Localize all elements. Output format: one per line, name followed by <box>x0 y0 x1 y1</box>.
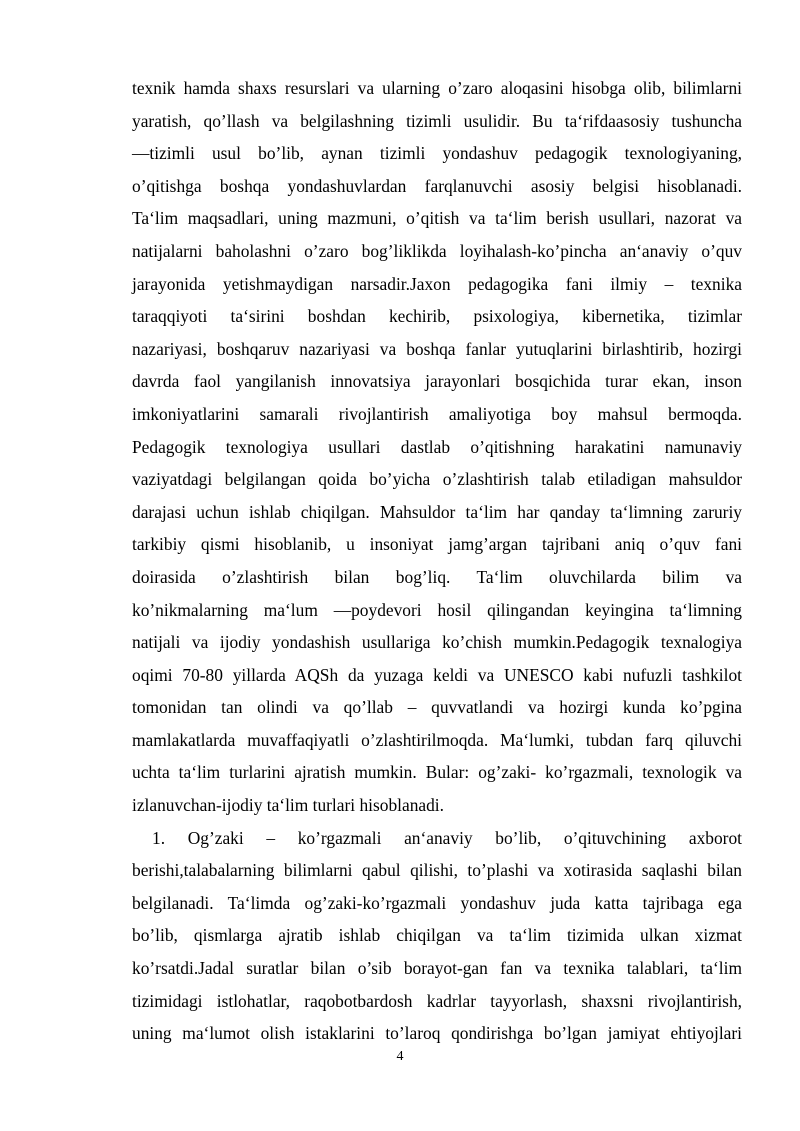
paragraph-end-line: izlanuvchan-ijodiy ta‘lim turlari hisoblanadi. <box>132 795 444 816</box>
page-number: 4 <box>396 1049 404 1064</box>
text-line: darajasi uchun ishlab chiqilgan. Mahsuldor ta‘lim har qanday ta‘limning zaruriy <box>132 501 742 522</box>
text-line: ko’nikmalarning ma‘lum —poydevori hosil qilingandan keyingina ta‘limning <box>132 599 742 620</box>
text-line: tizimidagi istlohatlar, raqobotbardosh kadrlar tayyorlash, shaxsni rivojlantirish, <box>132 990 742 1011</box>
text-line: Pedagogik texnologiya usullari dastlab o’qitishning harakatini namunaviy <box>132 436 742 457</box>
text-line: taraqqiyoti ta‘sirini boshdan kechirib, psixologiya, kibernetika, tizimlar <box>132 306 742 327</box>
text-line: —tizimli usul bo’lib, aynan tizimli yondashuv pedagogik texnologiyaning, <box>132 143 742 164</box>
text-line: mamlakatlarda muvaffaqiyatli o’zlashtirilmoqda. Ma‘lumki, tubdan farq qiluvchi <box>132 729 742 750</box>
text-line: jarayonida yetishmaydigan narsadir.Jaxon pedagogika fani ilmiy – texnika <box>132 273 742 294</box>
text-line: yaratish, qo’llash va belgilashning tizimli usulidir. Bu ta‘rifdaasosiy tushuncha <box>132 110 742 131</box>
text-line: berishi,talabalarning bilimlarni qabul qilishi, to’plashi va xotirasida saqlashi bilan <box>132 860 742 881</box>
text-line: uning ma‘lumot olish istaklarini to’laroq qondirishga bo’lgan jamiyat ehtiyojlari <box>132 1023 742 1044</box>
text-line: tomonidan tan olindi va qo’llab – quvvatlandi va hozirgi kunda ko’pgina <box>132 697 742 718</box>
text-line: Ta‘lim maqsadlari, uning mazmuni, o’qitish va ta‘lim berish usullari, nazorat va <box>132 208 742 229</box>
text-line: davrda faol yangilanish innovatsiya jarayonlari bosqichida turar ekan, inson <box>132 371 742 392</box>
text-line: doirasida o’zlashtirish bilan bog’liq. Ta‘lim oluvchilarda bilim va <box>132 566 742 587</box>
text-line: nazariyasi, boshqaruv nazariyasi va boshqa fanlar yutuqlarini birlashtirib, hozirgi <box>132 338 742 359</box>
text-line: bo’lib, qismlarga ajratib ishlab chiqilgan va ta‘lim tizimida ulkan xizmat <box>132 925 742 946</box>
text-line: oqimi 70-80 yillarda AQSh da yuzaga keldi va UNESCO kabi nufuzli tashkilot <box>132 664 742 685</box>
numbered-item-line: 1. Og’zaki – ko’rgazmali an‘anaviy bo’lib, o’qituvchining axborot <box>152 827 742 848</box>
text-line: uchta ta‘lim turlarini ajratish mumkin. Bular: og’zaki- ko’rgazmali, texnologik va <box>132 762 742 783</box>
document-body <box>132 72 742 1050</box>
text-line: imkoniyatlarini samarali rivojlantirish amaliyotiga boy mahsul bermoqda. <box>132 403 742 424</box>
text-line: vaziyatdagi belgilangan qoida bo’yicha o’zlashtirish talab etiladigan mahsuldor <box>132 469 742 490</box>
text-line: natijalarni baholashni o’zaro bog’liklikda loyihalash-ko’pincha an‘anaviy o’quv <box>132 240 742 261</box>
text-line: ko’rsatdi.Jadal suratlar bilan o’sib borayot-gan fan va texnika talablari, ta‘lim <box>132 958 742 979</box>
text-line: o’qitishga boshqa yondashuvlardan farqlanuvchi asosiy belgisi hisoblanadi. <box>132 175 742 196</box>
text-line: belgilanadi. Ta‘limda og’zaki-ko’rgazmali yondashuv juda katta tajribaga ega <box>132 892 742 913</box>
text-line: tarkibiy qismi hisoblanib, u insoniyat jamg’argan tajribani aniq o’quv fani <box>132 534 742 555</box>
text-line: natijali va ijodiy yondashish usullariga ko’chish mumkin.Pedagogik texnalogiya <box>132 632 742 653</box>
text-line: texnik hamda shaxs resurslari va ularning o’zaro aloqasini hisobga olib, bilimlarni <box>132 78 742 98</box>
